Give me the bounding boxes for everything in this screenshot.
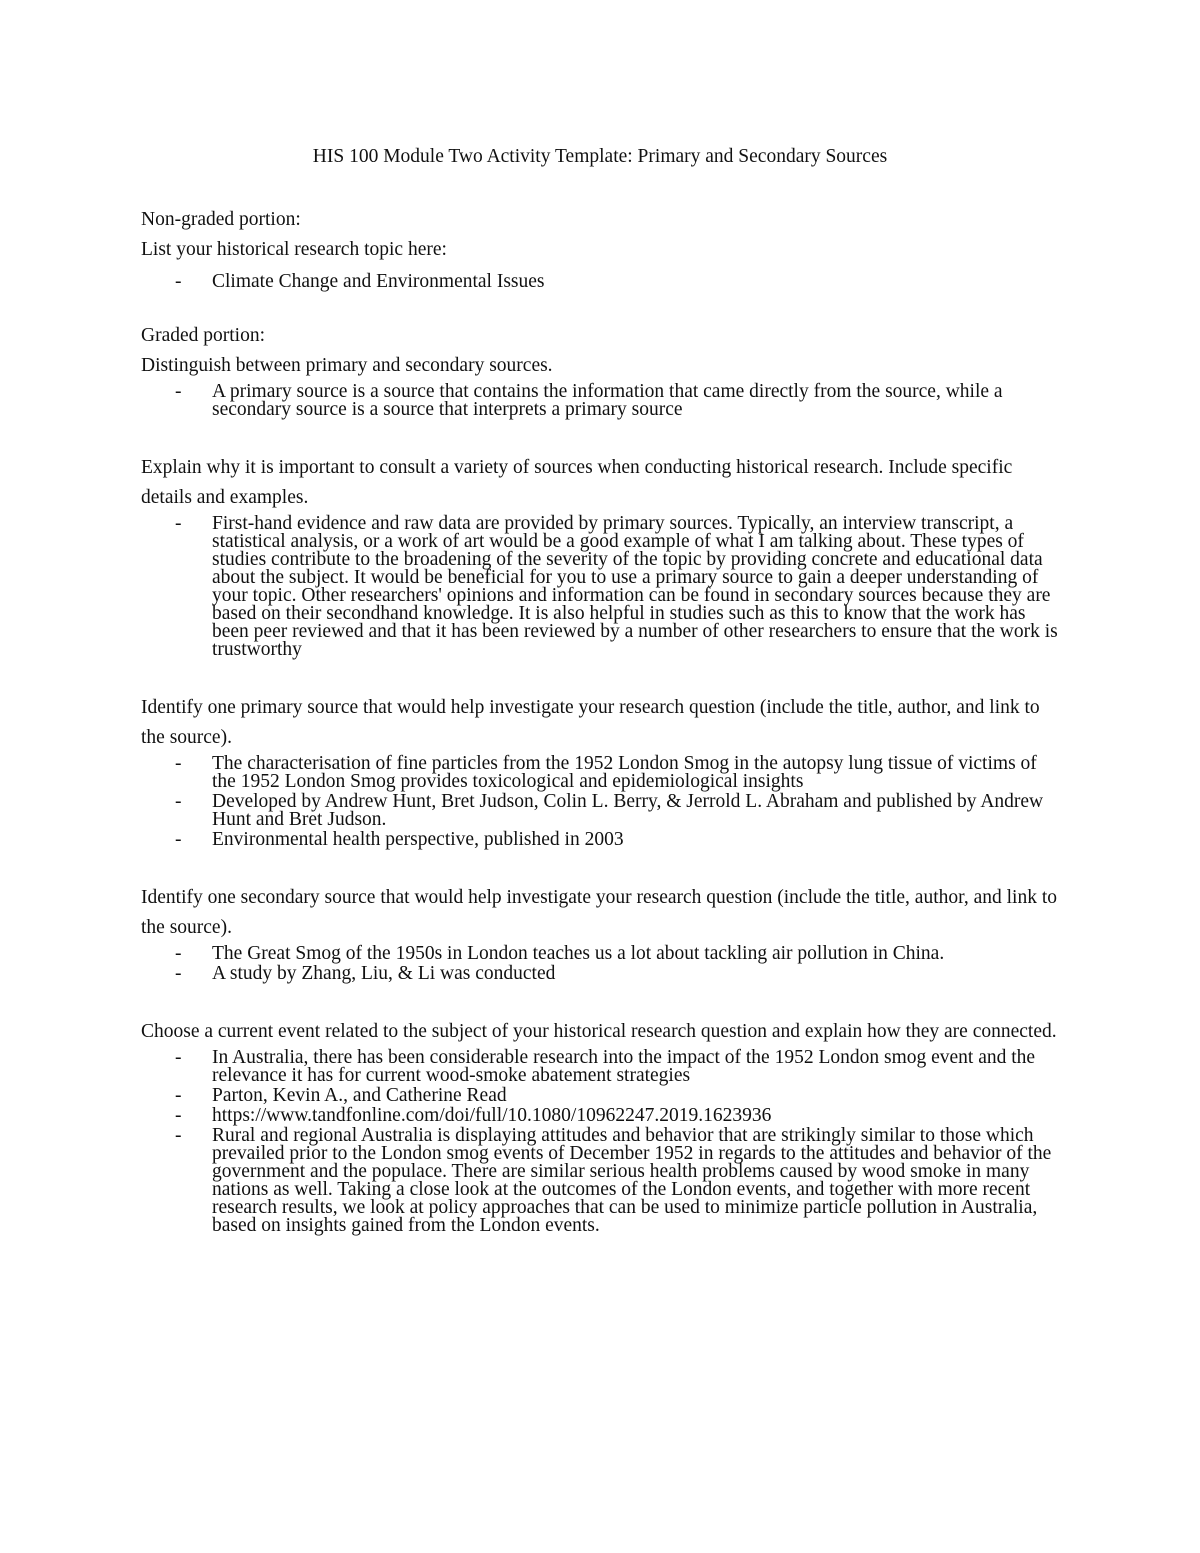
section-prompt: Explain why it is important to consult a variety of sources when conducting historical research. Include specific details and examples. [141,457,1013,508]
dash-bullet: - [175,1085,182,1106]
dash-bullet: - [175,753,182,774]
bullet-list [141,513,1061,659]
list-item-text: Parton, Kevin A., and Catherine Read [212,1085,507,1106]
list-item [141,513,1061,659]
dash-bullet: - [175,271,182,292]
list-item [141,753,1061,791]
section-primary-source [141,693,1061,849]
document-title: HIS 100 Module Two Activity Template: Primary and Secondary Sources [312,146,888,167]
list-item [141,791,1061,829]
list-item-text: Rural and regional Australia is displaying attitudes and behavior that are strikingly similar to those which prevailed prior to the London smog events of December 1952 in regards to the attitudes and behavior of the government and the populace. There are similar serious health problems caused by wood smoke in many nations as well. Taking a close look at the outcomes of the London events, and together with more recent research results, we look at policy approaches that can be used to minimize particle pollution in Australia, based on insights gained from the London events. [212,1125,1052,1236]
list-item [141,829,1061,849]
list-item-text: First-hand evidence and raw data are provided by primary sources. Typically, an interview transcript, a statistical analysis, or a work of art would be a good example of what I am talking about. These types of studies contribute to the broadening of the severity of the topic by providing concrete and educational data about the subject. It would be beneficial for you to use a primary source to gain a deeper understanding of your topic. Other researchers' opinions and information can be found in secondary sources because they are based on their secondhand knowledge. It is also helpful in studies such as this to know that the work has been peer reviewed and that it has been reviewed by a number of other researchers to ensure that the work is trustworthy [212,513,1058,660]
list-item-text: A study by Zhang, Liu, & Li was conducted [212,963,556,984]
dash-bullet: - [175,1105,182,1126]
list-item [141,943,1061,963]
dash-bullet: - [175,381,182,402]
document-body [141,205,1061,1235]
section-prompt: List your historical research topic here: [141,239,447,260]
list-item-text: A primary source is a source that contains the information that came directly from the source, while a secondary source is a source that interprets a primary source [212,381,1003,420]
section-non-graded [141,205,1061,297]
list-item-text: The characterisation of fine particles from the 1952 London Smog in the autopsy lung tissue of victims of the 1952 London Smog provides toxicological and epidemiological insights [212,753,1037,792]
list-item [141,265,1061,297]
list-item [141,381,1061,419]
bullet-list [141,265,1061,297]
section-heading: Graded portion: [141,325,266,346]
list-item [141,1125,1061,1235]
section-secondary-source [141,883,1061,983]
bullet-list [141,943,1061,983]
section-heading: Non-graded portion: [141,209,301,230]
section-graded [141,321,1061,419]
list-item-text: The Great Smog of the 1950s in London teaches us a lot about tackling air pollution in China. [212,943,945,964]
source-link[interactable]: https://www.tandfonline.com/doi/full/10.1080/10962247.2019.1623936 [212,1105,772,1126]
list-item-text: Environmental health perspective, published in 2003 [212,829,624,850]
dash-bullet: - [175,1125,182,1146]
list-item-text: Climate Change and Environmental Issues [212,271,545,292]
dash-bullet: - [175,791,182,812]
section-prompt: Distinguish between primary and secondary sources. [141,355,553,376]
dash-bullet: - [175,1047,182,1068]
list-item-text: In Australia, there has been considerable research into the impact of the 1952 London smog event and the relevance it has for current wood-smoke abatement strategies [212,1047,1036,1086]
list-item [141,1105,1061,1125]
section-current-event [141,1017,1061,1235]
dash-bullet: - [175,513,182,534]
dash-bullet: - [175,829,182,850]
section-prompt: Identify one secondary source that would help investigate your research question (include the title, author, and link to the source). [141,887,1057,938]
list-item [141,1085,1061,1105]
list-item [141,1047,1061,1085]
section-prompt: Identify one primary source that would help investigate your research question (include the title, author, and link to the source). [141,697,1040,748]
dash-bullet: - [175,943,182,964]
section-variety [141,453,1061,659]
bullet-list [141,1047,1061,1235]
dash-bullet: - [175,963,182,984]
list-item [141,963,1061,983]
bullet-list [141,753,1061,849]
section-prompt: Choose a current event related to the subject of your historical research question and explain how they are connected. [141,1021,1057,1042]
bullet-list [141,381,1061,419]
list-item-text: Developed by Andrew Hunt, Bret Judson, Colin L. Berry, & Jerrold L. Abraham and published by Andrew Hunt and Bret Judson. [212,791,1044,830]
